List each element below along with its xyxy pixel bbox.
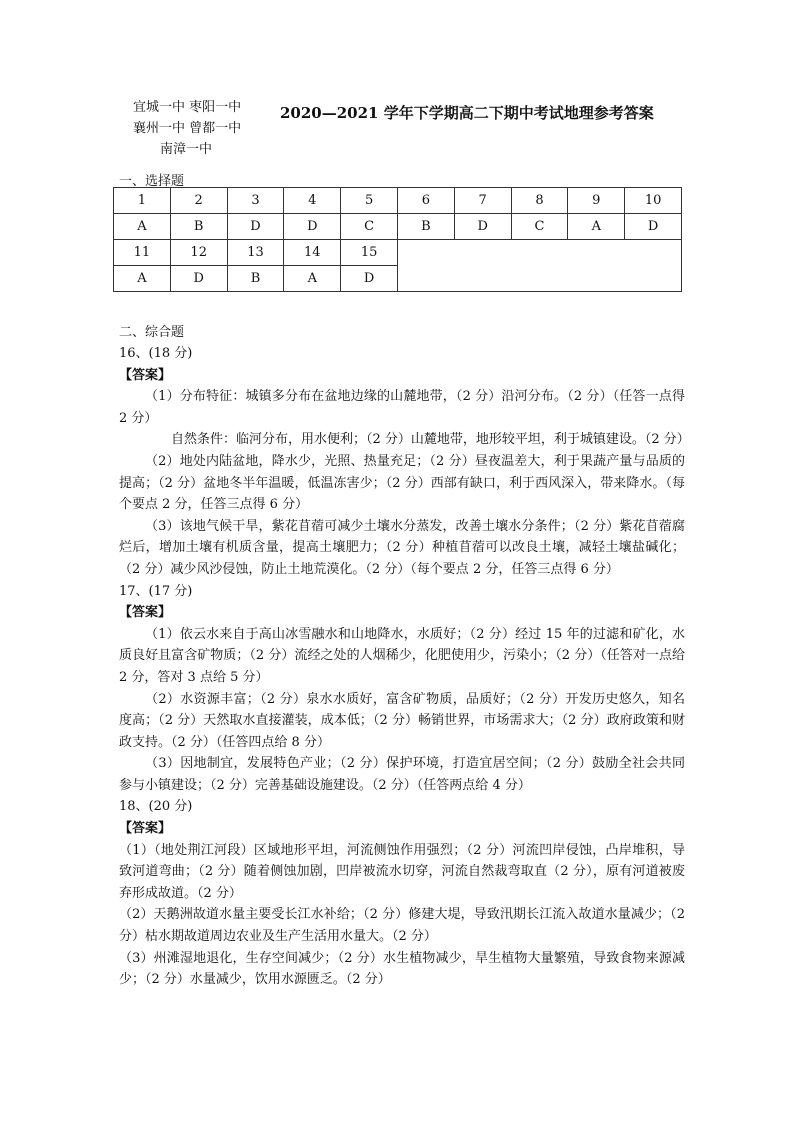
q17-paragraph-1: （1）依云水来自于高山冰雪融水和山地降水，水质好；（2 分）经过 15 年的过滤和矿化，水质良好且富含矿物质；（2 分）流经之处的人烟稀少，化肥使用少，污染小；（2 分）（任答对一点给 2 分，答对 3 点给 5 分） bbox=[119, 626, 685, 685]
table-cell: A bbox=[114, 214, 171, 240]
table-cell: B bbox=[397, 214, 454, 240]
table-row-answers-1 bbox=[114, 214, 682, 240]
table-cell: D bbox=[454, 214, 511, 240]
table-cell: C bbox=[341, 214, 398, 240]
table-row-numbers-2 bbox=[114, 240, 682, 266]
table-cell: 6 bbox=[397, 188, 454, 214]
table-cell: D bbox=[284, 214, 341, 240]
school-line-2: 襄州一中 曾都一中 bbox=[133, 121, 242, 136]
table-cell: C bbox=[511, 214, 568, 240]
table-cell: 9 bbox=[568, 188, 625, 214]
school-list bbox=[133, 97, 241, 160]
q16-paragraph-4: （3）该地气候干旱，紫花苜蓿可减少土壤水分蒸发，改善土壤水分条件；（2 分）紫花苜蓿腐烂后，增加土壤有机质含量，提高土壤肥力；（2 分）种植苜蓿可以改良土壤，减轻土壤盐碱化；（2 分）减少风沙侵蚀，防止土地荒漠化。（2 分）（每个要点 2 分，任答三点得 6 分） bbox=[119, 518, 685, 577]
table-cell: 2 bbox=[170, 188, 227, 214]
table-cell: 15 bbox=[341, 240, 398, 266]
table-cell: 4 bbox=[284, 188, 341, 214]
table-cell: D bbox=[227, 214, 284, 240]
q17-heading: 17、(17 分) bbox=[119, 583, 193, 599]
table-cell: 11 bbox=[114, 240, 171, 266]
table-cell: 5 bbox=[341, 188, 398, 214]
table-cell: 12 bbox=[170, 240, 227, 266]
q16-answer-label: 【答案】 bbox=[119, 367, 172, 383]
q18-heading: 18、(20 分) bbox=[119, 799, 193, 815]
table-cell: 14 bbox=[284, 240, 341, 266]
section-2-label: 二、综合题 bbox=[119, 325, 185, 340]
q16-paragraph-3: （2）地处内陆盆地，降水少，光照、热量充足；（2 分）昼夜温差大，利于果蔬产量与品质的提高；（2 分）盆地冬半年温暖，低温冻害少；（2 分）西部有缺口，利于西风深入，带来降水。（每个要点 2 分，任答三点得 6 分） bbox=[119, 453, 685, 513]
school-line-3: 南漳一中 bbox=[160, 142, 213, 157]
q18-paragraph-2: （2）天鹅洲故道水量主要受长江水补给；（2 分）修建大堤，导致汛期长江流入故道水量减少；（2 分）枯水期故道周边农业及生产生活用水量大。（2 分） bbox=[119, 907, 685, 945]
table-cell: 3 bbox=[227, 188, 284, 214]
table-cell: A bbox=[114, 266, 171, 292]
table-cell: 8 bbox=[511, 188, 568, 214]
table-row-numbers-1 bbox=[114, 188, 682, 214]
q16-heading: 16、(18 分) bbox=[119, 346, 193, 361]
q18-paragraph-1: （1）（地处荆江河段）区域地形平坦，河流侧蚀作用强烈；（2 分）河流凹岸侵蚀，凸岸堆积，导致河道弯曲；（2 分）随着侧蚀加剧，凹岸被流水切穿，河流自然裁弯取直（2 分），原有河道被废弃形成故道。（2 分） bbox=[119, 842, 685, 901]
q17-paragraph-2: （2）水资源丰富；（2 分）泉水水质好，富含矿物质，品质好；（2 分）开发历史悠久，知名度高；（2 分）天然取水直接灌装，成本低；（2 分）畅销世界，市场需求大；（2 分）政府政策和财政支持。（2 分）（任答四点给 8 分） bbox=[119, 691, 685, 750]
page-title: 2020—2021 学年下学期高二下期中考试地理参考答案 bbox=[280, 104, 654, 122]
table-cell: B bbox=[170, 214, 227, 240]
q17-paragraph-3: （3）因地制宜，发展特色产业；（2 分）保护环境，打造宜居空间；（2 分）鼓励全社会共同参与小镇建设；（2 分）完善基础设施建设。（2 分）（任答两点给 4 分） bbox=[119, 756, 685, 793]
table-cell: D bbox=[625, 214, 682, 240]
q16-paragraph-2: 自然条件：临河分布，用水便利；（2 分）山麓地带，地形较平坦，利于城镇建设。（2 分） bbox=[171, 432, 690, 448]
q18-answer-label: 【答案】 bbox=[119, 821, 172, 837]
q17-answer-label: 【答案】 bbox=[119, 605, 172, 621]
table-cell: D bbox=[341, 266, 398, 292]
table-cell: 7 bbox=[454, 188, 511, 214]
table-cell: B bbox=[227, 266, 284, 292]
school-line-1: 宜城一中 枣阳一中 bbox=[133, 100, 242, 115]
table-cell: 1 bbox=[114, 188, 171, 214]
section-1-label: 一、选择题 bbox=[119, 174, 185, 189]
answer-table bbox=[113, 187, 682, 292]
q16-paragraph-1: （1）分布特征：城镇多分布在盆地边缘的山麓地带，（2 分）沿河分布。（2 分）（任答一点得 2 分） bbox=[119, 389, 685, 426]
table-empty-cell bbox=[397, 240, 681, 292]
table-cell: A bbox=[568, 214, 625, 240]
table-cell: 10 bbox=[625, 188, 682, 214]
table-cell: A bbox=[284, 266, 341, 292]
q18-paragraph-3: （3）州滩湿地退化，生存空间减少；（2 分）水生植物减少，旱生植物大量繁殖，导致食物来源减少；（2 分）水量减少，饮用水源匮乏。（2 分） bbox=[119, 950, 685, 988]
section-2-content bbox=[119, 343, 690, 991]
table-cell: D bbox=[170, 266, 227, 292]
table-cell: 13 bbox=[227, 240, 284, 266]
